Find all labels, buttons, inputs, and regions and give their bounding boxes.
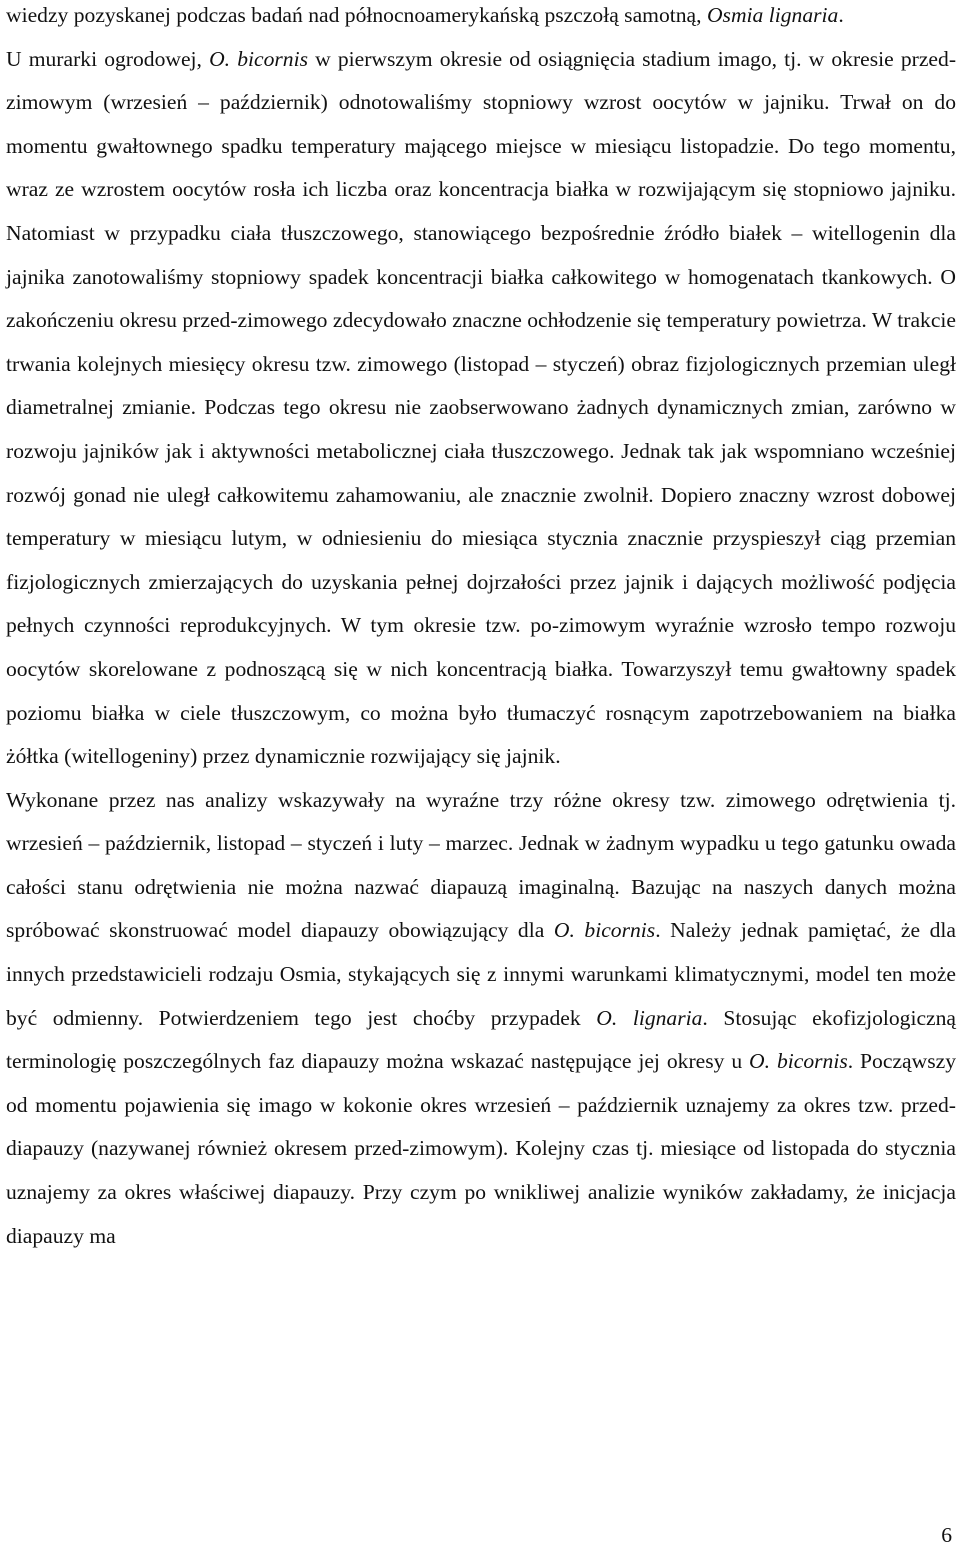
text-body bbox=[6, 0, 956, 1258]
document-page bbox=[6, 0, 956, 1258]
page-number: 6 bbox=[941, 1523, 952, 1547]
species-name: O. bicornis bbox=[749, 1049, 848, 1074]
species-name: O. lignaria bbox=[596, 1005, 703, 1030]
paragraph-3 bbox=[6, 779, 956, 1259]
text-segment: . bbox=[838, 3, 844, 27]
species-name: O. bicornis bbox=[553, 918, 656, 943]
species-name: Osmia lignaria bbox=[706, 3, 839, 27]
text-segment: . Należy jednak pamiętać, że dla innych przedstawicieli rodzaju Osmia, stykających się z innymi warunkami klimatycznymi, model ten może być odmienny. Potwierdzeniem tego jest choćby przypadek bbox=[6, 918, 957, 1030]
text-segment: . Począwszy od momentu pojawienia się imago w kokonie okres wrzesień – październik uznajemy za okres tzw. przed-diapauzy (nazywanej również okresem przed-zimowym). Kolejny czas tj. miesiące od listopada do stycznia uznajemy za okres właściwej diapauzy. Przy czym po wnikliwej analizie wyników zakładamy, że inicjacja diapauzy ma bbox=[6, 1049, 956, 1248]
text-segment: . Stosując ekofizjologiczną terminologię poszczególnych faz diapauzy można wskazać następujące jej okresy u bbox=[6, 1005, 957, 1074]
text-segment: wiedzy pozyskanej podczas badań nad północnoamerykańską pszczołą samotną, bbox=[6, 3, 707, 27]
paragraph-2 bbox=[6, 38, 956, 779]
text-segment: Wykonane przez nas analizy wskazywały na wyraźne trzy różne okresy tzw. zimowego odrętwienia tj. wrzesień – październik, listopad – styczeń i luty – marzec. Jednak w żadnym wypadku u tego gatunku owada całości stanu odrętwienia nie można nazwać diapauzą imaginalną. Bazując na naszych danych można spróbować skonstruować model diapauzy obowiązujący dla bbox=[6, 787, 956, 943]
text-segment: U murarki ogrodowej, bbox=[6, 46, 210, 71]
species-name: O. bicornis bbox=[209, 46, 308, 71]
paragraph-1 bbox=[6, 0, 956, 38]
text-segment: w pierwszym okresie od osiągnięcia stadium imago, tj. w okresie przed-zimowym (wrzesień – październik) odnotowaliśmy stopniowy wzrost oocytów w jajniku. Trwał on do momentu gwałtownego spadku temperatury mającego miejsce w miesiącu listopadzie. Do tego momentu, wraz ze wzrostem oocytów rosła ich liczba oraz koncentracja białka w rozwijającym się stopniowo jajniku. Natomiast w przypadku ciała tłuszczowego, stanowiącego bezpośrednie źródło białek – witellogenin dla jajnika zanotowaliśmy stopniowy spadek koncentracji białka całkowitego w homogenatach tkankowych. O zakończeniu okresu przed-zimowego zdecydowało znaczne ochłodzenie się temperatury powietrza. W trakcie trwania kolejnych miesięcy okresu tzw. zimowego (listopad – styczeń) obraz fizjologicznych przemian uległ diametralnej zmianie. Podczas tego okresu nie zaobserwowano żadnych dynamicznych zmian, zarówno w rozwoju jajników jak i aktywności metabolicznej ciała tłuszczowego. Jednak tak jak wspomniano wcześniej rozwój gonad nie uległ całkowitemu zahamowaniu, ale znacznie zwolnił. Dopiero znaczny wzrost dobowej temperatury w miesiącu lutym, w odniesieniu do miesiąca stycznia znacznie przyspieszył ciąg przemian fizjologicznych zmierzających do uzyskania pełnej dojrzałości przez jajnik i dających możliwość podjęcia pełnych czynności reprodukcyjnych. W tym okresie tzw. po-zimowym wyraźnie wzrosło tempo rozwoju oocytów skorelowane z podnoszącą się w nich koncentracją białka. Towarzyszył temu gwałtowny spadek poziomu białka w ciele tłuszczowym, co można było tłumaczyć rosnącym zapotrzebowaniem na białka żółtka (witellogeniny) przez dynamicznie rozwijający się jajnik. bbox=[6, 46, 957, 769]
